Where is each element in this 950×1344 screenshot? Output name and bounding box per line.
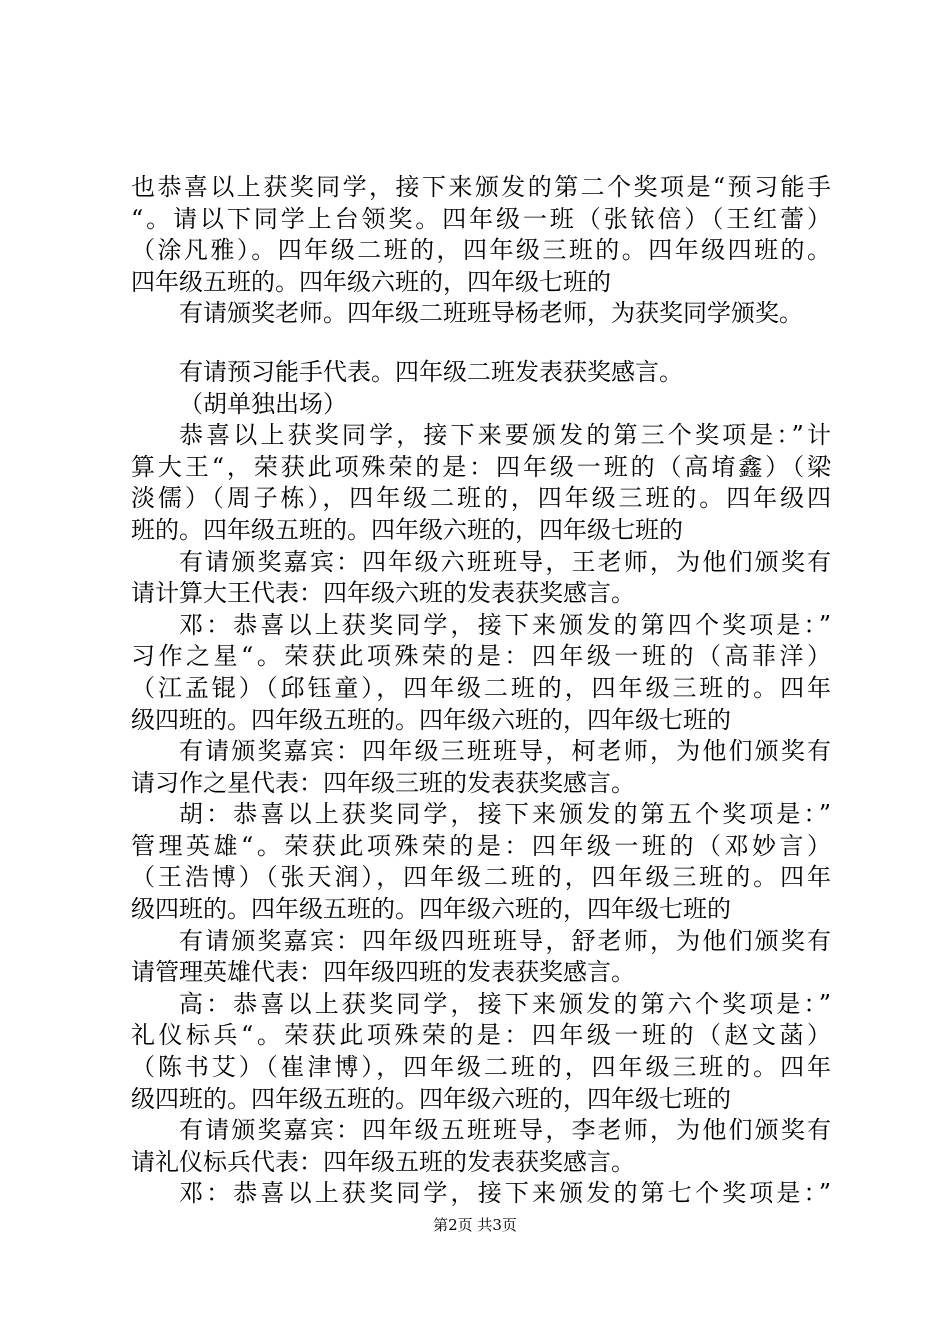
text-line: 班的。四年级五班的。四年级六班的，四年级七班的 <box>131 515 683 544</box>
text-line: 习作之星“。荣获此项殊荣的是：四年级一班的（高菲洋） <box>131 642 831 671</box>
text-line: 有请颁奖嘉宾：四年级五班班导，李老师，为他们颁奖有 <box>179 1116 831 1145</box>
text-line: 请计算大王代表：四年级六班的发表获奖感言。 <box>131 579 635 608</box>
paragraph <box>131 926 831 989</box>
text-line: 淡儒）（周子栋），四年级二班的，四年级三班的。四年级四 <box>131 484 831 513</box>
text-line: 有请预习能手代表。四年级二班发表获奖感言。 <box>179 357 683 386</box>
text-line: （陈书艾）（崔津博），四年级二班的，四年级三班的。四年 <box>131 1053 831 1082</box>
text-line: 恭喜以上获奖同学，接下来要颁发的第三个奖项是：”计 <box>179 421 831 450</box>
page-footer: 第2页 共3页 <box>433 1216 517 1234</box>
text-line: 有请颁奖嘉宾：四年级六班班导，王老师，为他们颁奖有 <box>179 547 831 576</box>
paragraph <box>131 1178 831 1210</box>
text-line: 算大王“，荣获此项殊荣的是：四年级一班的（高堉鑫）（梁 <box>131 452 831 481</box>
text-line: 也恭喜以上获奖同学，接下来颁发的第二个奖项是“预习能手 <box>131 173 831 201</box>
text-line: 管理英雄“。荣获此项殊荣的是：四年级一班的（邓妙言） <box>131 831 831 860</box>
text-line: 请礼仪标兵代表：四年级五班的发表获奖感言。 <box>131 1147 635 1176</box>
paragraph <box>131 989 831 1115</box>
text-line: 高：恭喜以上获奖同学，接下来颁发的第六个奖项是：” <box>179 989 831 1018</box>
text-line: 胡：恭喜以上获奖同学，接下来颁发的第五个奖项是：” <box>179 800 831 829</box>
text-line: （涂凡雅）。四年级二班的，四年级三班的。四年级四班的。 <box>131 236 831 265</box>
paragraph <box>131 610 831 736</box>
paragraph <box>131 389 831 421</box>
paragraph <box>131 799 831 925</box>
text-line: 礼仪标兵“。荣获此项殊荣的是：四年级一班的（赵文菡） <box>131 1021 831 1050</box>
text-line: 级四班的。四年级五班的。四年级六班的，四年级七班的 <box>131 1084 731 1113</box>
blank-line <box>131 330 831 357</box>
paragraph <box>131 357 831 389</box>
text-line: “。请以下同学上台领奖。四年级一班（张铱倍）（王红蕾） <box>131 204 831 233</box>
text-line: （胡单独出场） <box>179 389 347 418</box>
text-line: （王浩博）（张天润），四年级二班的，四年级三班的。四年 <box>131 863 831 892</box>
text-line: 级四班的。四年级五班的。四年级六班的，四年级七班的 <box>131 895 731 924</box>
text-line: 有请颁奖嘉宾：四年级三班班导，柯老师，为他们颁奖有 <box>179 737 831 766</box>
paragraph <box>131 1115 831 1178</box>
document-body <box>131 172 831 1210</box>
text-line: 四年级五班的。四年级六班的，四年级七班的 <box>131 267 611 296</box>
paragraph <box>131 547 831 610</box>
paragraph <box>131 172 831 298</box>
paragraph <box>131 298 831 330</box>
paragraph <box>131 420 831 546</box>
paragraph <box>131 736 831 799</box>
text-line: 有请颁奖老师。四年级二班班导杨老师，为获奖同学颁奖。 <box>179 299 803 328</box>
text-line: 邓：恭喜以上获奖同学，接下来颁发的第七个奖项是：” <box>179 1179 831 1208</box>
text-line: （江孟锟）（邱钰童），四年级二班的，四年级三班的。四年 <box>131 673 831 702</box>
text-line: 邓：恭喜以上获奖同学，接下来颁发的第四个奖项是：” <box>179 610 831 639</box>
text-line: 请管理英雄代表：四年级四班的发表获奖感言。 <box>131 958 635 987</box>
text-line: 请习作之星代表：四年级三班的发表获奖感言。 <box>131 768 635 797</box>
text-line: 级四班的。四年级五班的。四年级六班的，四年级七班的 <box>131 705 731 734</box>
text-line: 有请颁奖嘉宾：四年级四班班导，舒老师，为他们颁奖有 <box>179 926 831 955</box>
